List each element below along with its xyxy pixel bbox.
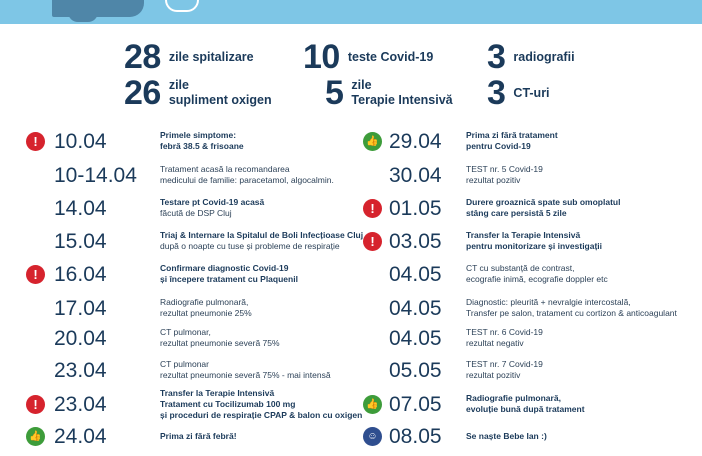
timeline-entry <box>0 196 702 222</box>
entry-date: 17.04 <box>54 297 107 320</box>
timeline-entry <box>0 424 702 450</box>
thumbs-up-icon: 👍 <box>26 427 45 446</box>
entry-date: 15.04 <box>54 230 107 253</box>
entry-date: 05.05 <box>389 359 442 382</box>
stat-label <box>351 78 452 108</box>
cloud-icon <box>165 0 199 12</box>
stat-label-line: teste Covid-19 <box>347 49 434 64</box>
entry-line: Diagnostic: pleurită + nevralgie intercostală, <box>466 297 631 307</box>
entry-line: Radiografie pulmonară, <box>160 297 249 307</box>
entry-date: 10-14.04 <box>54 164 137 187</box>
entry-description <box>466 393 585 415</box>
stat-number: 3 <box>487 74 506 112</box>
stat-number: 26 <box>124 74 161 112</box>
entry-line: Tratament cu Tocilizumab 100 mg <box>160 399 296 409</box>
entry-date: 23.04 <box>54 359 107 382</box>
entry-description <box>466 164 543 186</box>
stat-label <box>513 86 549 101</box>
entry-description <box>466 230 602 252</box>
entry-line: TEST nr. 6 Covid-19 <box>466 327 543 337</box>
entry-line: rezultat pozitiv <box>466 370 521 380</box>
entry-date: 07.05 <box>389 393 442 416</box>
entry-description <box>466 263 608 285</box>
timeline-entry <box>0 392 702 418</box>
stat-number: 3 <box>487 38 506 76</box>
stat-label <box>513 50 574 65</box>
entry-line: rezultat negativ <box>466 338 524 348</box>
entry-line: Confirmare diagnostic Covid-19 <box>160 263 289 273</box>
entry-date: 01.05 <box>389 197 442 220</box>
entry-date: 16.04 <box>54 263 107 286</box>
entry-line: Radiografie pulmonară, <box>466 393 561 403</box>
timeline-entry <box>0 229 702 255</box>
entry-description <box>466 431 547 442</box>
stat-label-line: zile spitalizare <box>168 49 254 64</box>
entry-line: Tratament acasă la recomandarea <box>160 164 290 174</box>
entry-description <box>466 197 620 219</box>
stat-label <box>169 78 272 108</box>
entry-description <box>466 297 677 319</box>
stat-number: 10 <box>303 38 340 76</box>
entry-date: 04.05 <box>389 297 442 320</box>
timeline-entry <box>0 129 702 155</box>
stat-item <box>487 40 575 74</box>
entry-line: Prima zi fără febră! <box>160 431 237 441</box>
thumbs-up-icon: 👍 <box>363 395 382 414</box>
stat-label-line: radiografii <box>513 49 575 64</box>
entry-date: 04.05 <box>389 327 442 350</box>
entry-line: Durere groaznică spate sub omoplatul <box>466 197 621 207</box>
entry-description <box>466 327 543 349</box>
entry-line: după o noapte cu tuse și probleme de respirație <box>160 241 340 251</box>
entry-line: TEST nr. 5 Covid-19 <box>466 164 543 174</box>
timeline-entry <box>0 326 702 352</box>
entry-date: 14.04 <box>54 197 107 220</box>
entry-description <box>466 359 543 381</box>
entry-date: 08.05 <box>389 425 442 448</box>
stat-item <box>303 40 433 74</box>
entry-line: Se naște Bebe Ian :) <box>466 431 547 441</box>
entry-line: stâng care persistă 5 zile <box>466 208 567 218</box>
entry-date: 20.04 <box>54 327 107 350</box>
entry-line: CT pulmonar, <box>160 327 211 337</box>
entry-line: rezultat pneumonie 25% <box>160 308 252 318</box>
stat-label <box>169 50 254 65</box>
entry-line: pentru monitorizare și investigații <box>466 241 603 251</box>
stat-number: 28 <box>124 38 161 76</box>
entry-line: TEST nr. 7 Covid-19 <box>466 359 543 369</box>
entry-date: 30.04 <box>389 164 442 187</box>
entry-line: CT cu substanță de contrast, <box>466 263 575 273</box>
thumbs-up-icon: 👍 <box>363 132 382 151</box>
entry-line: Transfer pe salon, tratament cu cortizon & anticoagulant <box>466 308 677 318</box>
stat-number: 5 <box>325 74 344 112</box>
entry-line: ecografie inimă, ecografie doppler etc <box>466 274 608 284</box>
entry-date: 24.04 <box>54 425 107 448</box>
alert-icon: ! <box>363 199 382 218</box>
entry-line: rezultat pneumonie severă 75% <box>160 338 280 348</box>
stat-item <box>124 76 272 110</box>
entry-line: pentru Covid-19 <box>466 141 531 151</box>
illustration-shape <box>52 0 144 17</box>
entry-line: evoluție bună după tratament <box>466 404 585 414</box>
timeline-entry <box>0 296 702 322</box>
alert-icon: ! <box>26 265 45 284</box>
stat-label-line: CT-uri <box>513 85 550 100</box>
entry-line: rezultat pozitiv <box>466 175 521 185</box>
entry-date: 23.04 <box>54 393 107 416</box>
alert-icon: ! <box>26 132 45 151</box>
illustration-shape <box>68 0 98 22</box>
stat-label-line: zile <box>351 78 372 92</box>
entry-line: Triaj & Internare la Spitalul de Boli Infecțioase Cluj <box>160 230 364 240</box>
timeline-entry <box>0 163 702 189</box>
entry-line: Prima zi fără tratament <box>466 130 558 140</box>
entry-description <box>466 130 558 152</box>
entry-date: 29.04 <box>389 130 442 153</box>
entry-date: 03.05 <box>389 230 442 253</box>
stat-label <box>348 50 433 65</box>
stat-label-line: zile <box>168 78 189 92</box>
alert-icon: ! <box>26 395 45 414</box>
stat-item <box>487 76 550 110</box>
entry-line: rezultat pneumonie severă 75% - mai intensă <box>160 370 331 380</box>
entry-date: 04.05 <box>389 263 442 286</box>
timeline-entry <box>0 262 702 288</box>
entry-line: Primele simptome: <box>160 130 237 140</box>
alert-icon: ! <box>363 232 382 251</box>
entry-line: Transfer la Terapie Intensivă <box>160 388 275 398</box>
header-banner <box>0 0 702 24</box>
entry-date: 10.04 <box>54 130 107 153</box>
stat-label-line: Terapie Intensivă <box>351 93 453 107</box>
entry-line: și proceduri de respirație CPAP & balon cu oxigen <box>160 410 363 420</box>
timeline-entry <box>0 358 702 384</box>
entry-line: Transfer la Terapie Intensivă <box>466 230 581 240</box>
entry-line: făcută de DSP Cluj <box>160 208 232 218</box>
stat-item <box>124 40 254 74</box>
entry-line: Testare pt Covid-19 acasă <box>160 197 265 207</box>
baby-icon: ☺ <box>363 427 382 446</box>
stat-item <box>325 76 453 110</box>
entry-line: CT pulmonar <box>160 359 209 369</box>
stat-label-line: supliment oxigen <box>168 93 272 107</box>
entry-line: medicului de familie: paracetamol, algocalmin. <box>160 175 334 185</box>
entry-line: febră 38.5 & frisoane <box>160 141 244 151</box>
entry-line: și începere tratament cu Plaquenil <box>160 274 298 284</box>
